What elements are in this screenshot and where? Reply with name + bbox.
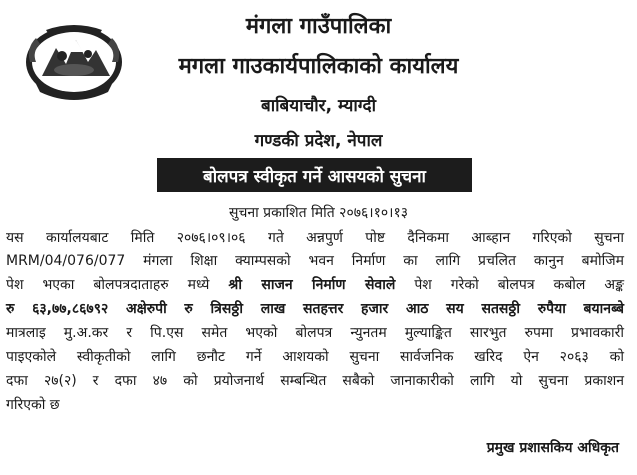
notice-body-line: यस कार्यालयबाट मिति २०७६।०९।०६ गते अन्नपुर्ण पोष्ट दैनिकमा आब्हान गरिएको सुचना: [6, 230, 624, 246]
office-location: बाबियाचौर, म्याग्दी: [260, 96, 376, 116]
contractor-name: श्री साजन निर्माण सेवाले: [228, 277, 396, 293]
office-province: गण्डकी प्रदेश, नेपाल: [254, 131, 383, 151]
published-date: सुचना प्रकाशित मिति २०७६।१०।१३: [228, 205, 409, 221]
signatory: प्रमुख प्रशासकिय अधिकृत: [486, 440, 619, 456]
body-text: पेश गरेको बोलपत्र कबोल अङ्क: [395, 277, 624, 293]
notice-title-banner: बोलपत्र स्वीकृत गर्ने आसयको सुचना: [157, 158, 472, 192]
notice-body-line: पाइएकोले स्वीकृतीको लागि छनौट गर्ने आशयको सुचना सार्वजनिक खरिद ऐन २०६३ को: [6, 349, 624, 365]
notice-body-line: मात्रलाइ मु.अ.कर र पि.एस समेत भएको बोलपत्र न्युनतम मुल्याङ्कित सारभुत रुपमा प्रभावकारी: [6, 325, 624, 341]
notice-body-line: गरिएको छ: [6, 397, 60, 413]
body-text: पेश भएका बोलपत्रदाताहरु मध्ये: [6, 277, 229, 293]
office-subtitle: मगला गाउकार्यपालिकाको कार्यालय: [178, 54, 459, 79]
office-name-title: मंगला गाउँपालिका: [245, 14, 392, 39]
notice-body-line: दफा २७(२) र दफा ४७ को प्रयोजनार्थ सम्बन्धित सबैको जानाकारीको लागि यो सुचना प्रकाशन: [6, 373, 624, 389]
bid-amount-line: रु ६३,७७,८६७९२ अक्षेरुपी रु त्रिसठ्ठी लाख सतहत्तर हजार आठ सय सतसठ्ठी रुपैया बयानब्बे: [6, 301, 624, 317]
notice-body-line: [6, 275, 624, 294]
notice-body-line: MRM/04/076/077 मंगला शिक्षा क्याम्पसको भवन निर्माण का लागि प्रचलित कानुन बमोजिम: [6, 253, 624, 269]
